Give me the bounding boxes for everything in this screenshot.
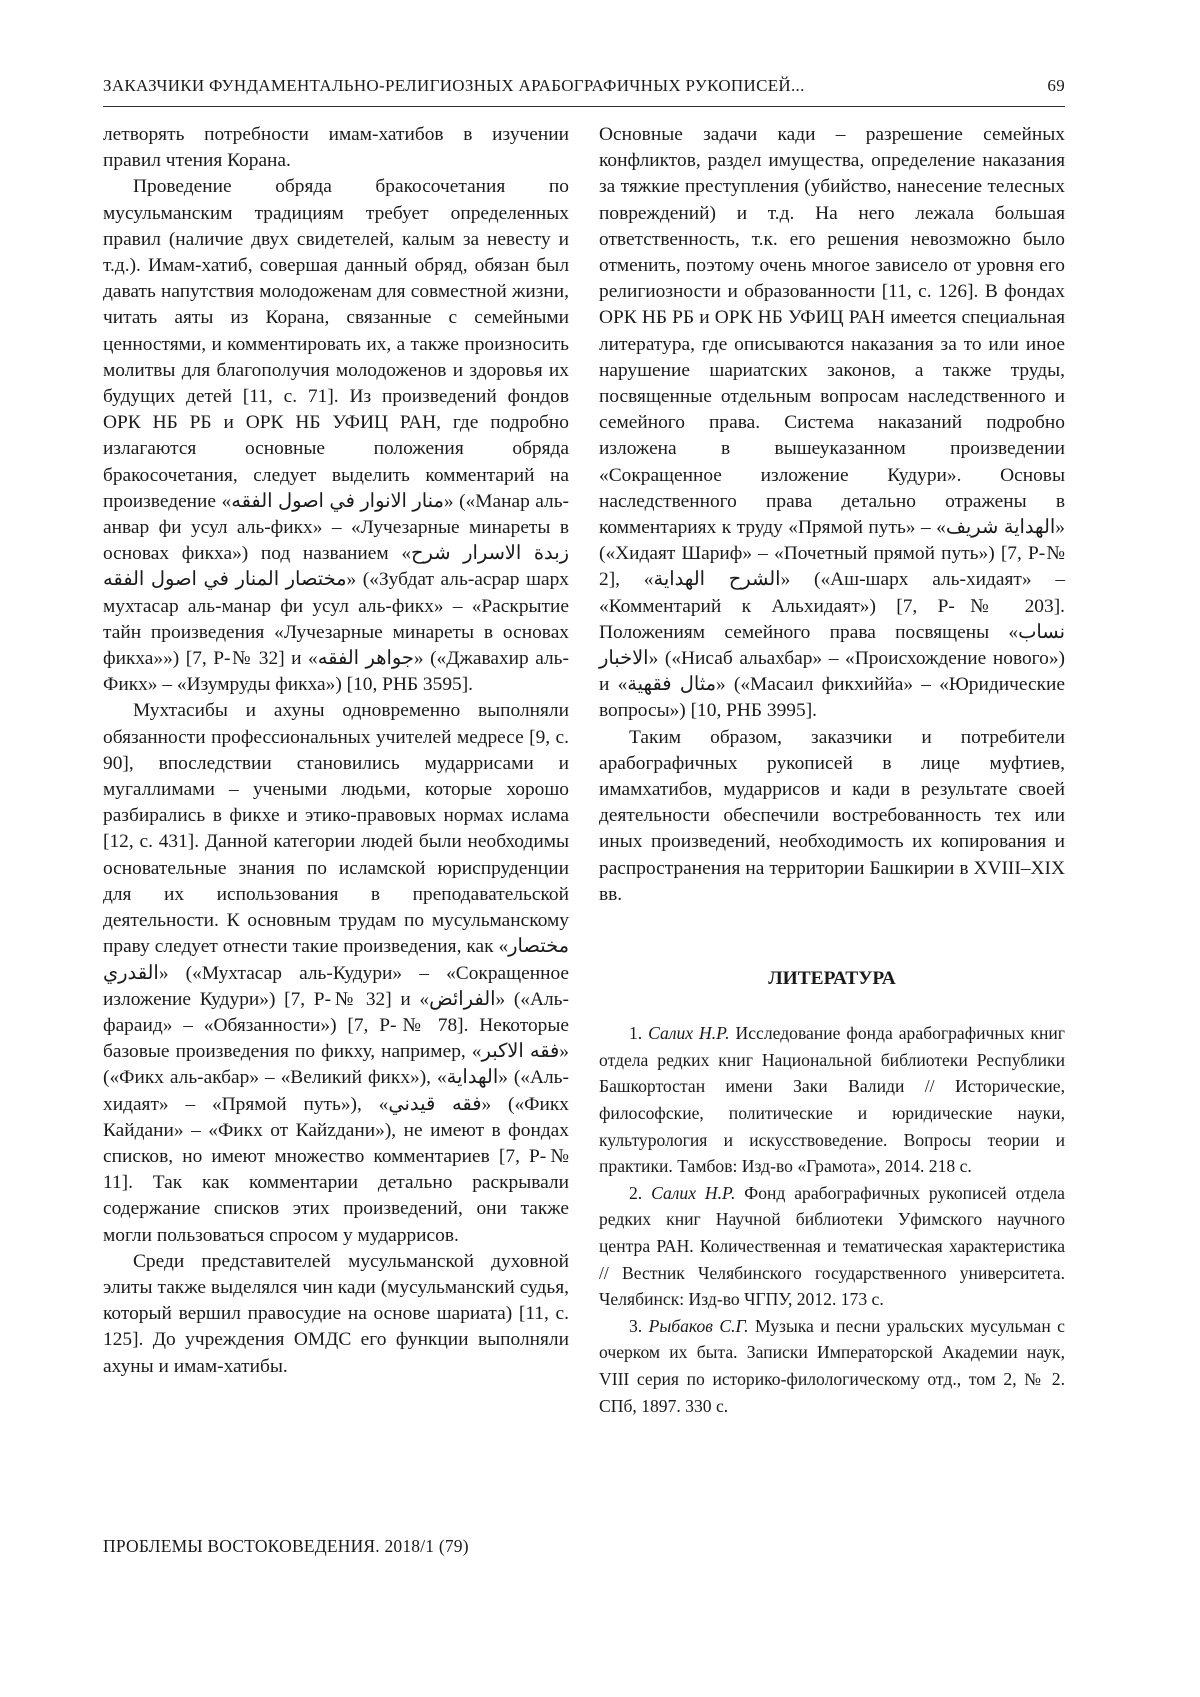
paragraph: Таким образом, заказчики и потребители арабографичных рукописей в лице муфтиев, имамхатибов, мударрисов и кади в результате своей деятельности обеспечили востребованность тех или иных произведений, необходимость их копирования и распространения на территории Башкирии в XVIII–XIX вв. [599,726,1065,905]
page-number: 69 [1047,76,1065,95]
paragraph: летворять потребности имам-хатибов в изучении правил чтения Корана. [103,124,569,172]
running-title: ЗАКАЗЧИКИ ФУНДАМЕНТАЛЬНО-РЕЛИГИОЗНЫХ АРАБОГРАФИЧНЫХ РУКОПИСЕЙ... [103,76,805,95]
left-column [103,122,569,1380]
reference-number: 1. [629,1023,643,1044]
reference-item [599,1313,1065,1419]
reference-item [599,1180,1065,1313]
paragraph: Проведение обряда бракосочетания по мусульманским традициям требует определенных правил (наличие двух свидетелей, калым за невесту и т.д.). Имам-хатиб, совершая данный обряд, обязан был давать напутствия молодоженам для совместной жизни, читать аяты из Корана, связанные с семейными ценностями, и комментировать их, а также произносить молитвы для благополучия молодоженов и здоровья их будущих детей [11, с. 71]. Из произведений фондов ОРК НБ РБ и ОРК НБ УФИЦ РАН, где подробно излагаются основные положения обряда бракосочетания, следует выделить комментарий на произведение «منار الانوار في اصول الفقه» («Манар аль-анвар фи усул аль-фикх» – «Лучезарные минареты в основах фикха») под названием «زبدة الاسرار شرح مختصار المنار في اصول الفقه» («Зубдат аль-асрар шарх мухтасар аль-манар фи усул аль-фикх» – «Раскрытие тайн произведения «Лучезарные минареты в основах фикха»») [7, Р-№ 32] и «جواهر الفقه» («Джавахир аль-Фикх» – «Изумруды фикха») [10, РНБ 3595]. [103,176,569,696]
reference-text: Музыка и песни уральских мусульман с очерком их быта. Записки Императорской Академии наук, VIII серия по историко-филологическому отд., том 2, № 2. СПб, 1897. 330 с. [599,1315,1065,1416]
reference-author: Рыбаков С.Г. [648,1315,749,1336]
paragraph: Мухтасибы и ахуны одновременно выполняли обязанности профессиональных учителей медресе [9, с. 90], впоследствии становились мударрисами и мугаллимами – учеными людьми, которые хорошо разбирались в фикхе и этико-правовых нормах ислама [12, с. 431]. Данной категории людей были необходимы основательные знания по исламской юриспруденции для их использования в преподавательской деятельности. К основным трудам по мусульманскому праву следует отнести такие произведения, как «مختصار القدري» («Мухтасар аль-Кудури» – «Сокращенное изложение Кудури») [7, Р-№ 32] и «الفرائض» («Аль-фараид» – «Обязанности») [7, Р-№ 78]. Некоторые базовые произведения по фикху, например, «فقه الاكبر» («Фикх аль-акбар» – «Великий фикх»), «الهداية» («Аль-хидаят» – «Прямой путь»), «فقه قيدني» («Фикх Кайдани» – «Фикх от Кайzдани»), не имеют в фондах списков, но имеют множество комментариев [7, Р-№ 11]. Так как комментарии детально раскрывали содержание списков этих произведений, они также могли пользоваться спросом у мударрисов. [103,700,569,1246]
paragraph: Среди представителей мусульманской духовной элиты также выделялся чин кади (мусульманский судья, который вершил правосудие на основе шариата) [11, с. 125]. До учреждения ОМДС его функции выполняли ахуны и имам-хатибы. [103,1250,569,1377]
reference-author: Салих Н.Р. [651,1182,736,1203]
paragraph: Основные задачи кади – разрешение семейных конфликтов, раздел имущества, определение наказания за тяжкие преступления (убийство, нанесение телесных повреждений) и т.д. На него лежала большая ответственность, т.к. его решения невозможно было отменить, поэтому очень многое зависело от уровня его религиозности и образованности [11, с. 126]. В фондах ОРК НБ РБ и ОРК НБ УФИЦ РАН имеется специальная литература, где описываются наказания за то или иное нарушение шариатских законов, а также труды, посвященные отдельным вопросам наследственного и семейного права. Система наказаний подробно изложена в вышеуказанном произведении «Сокращенное изложение Кудури». Основы наследственного права детально отражены в комментариях к труду «Прямой путь» – «الهداية شريف» («Хидаят Шариф» – «Почетный прямой путь») [7, Р-№ 2], «الشرح الهداية» («Аш-шарх аль-хидаят» – «Комментарий к Альхидаят») [7, Р-№ 203]. Положениям семейного права посвящены «نساب الاخبار» («Нисаб альахбар» – «Происхождение нового») и «مثال فقهية» («Масаил фикхиййа» – «Юридические вопросы») [10, РНБ 3995]. [599,124,1066,722]
right-column [599,122,1065,1419]
reference-number: 3. [629,1315,643,1336]
reference-item [599,1020,1065,1180]
reference-text: Фонд арабографичных рукописей отдела редких книг Научной библиотеки Уфимского научного центра РАН. Количественная и тематическая характеристика // Вестник Челябинского государственного университета. Челябинск: Изд-во ЧГПУ, 2012. 173 с. [599,1182,1065,1310]
header-divider [103,106,1065,107]
literature-heading: ЛИТЕРАТУРА [768,968,896,990]
reference-text: Исследование фонда арабографичных книг отдела редких книг Национальной библиотеки Республики Башкортостан имени Заки Валиди // Исторические, философские, политические и юридические науки, культурология и искусствоведение. Вопросы теории и практики. Тамбов: Изд-во «Грамота», 2014. 218 с. [599,1023,1065,1177]
reference-number: 2. [629,1182,643,1203]
journal-footer: ПРОБЛЕМЫ ВОСТОКОВЕДЕНИЯ. 2018/1 (79) [103,1536,469,1556]
reference-author: Салих Н.Р. [648,1023,730,1044]
